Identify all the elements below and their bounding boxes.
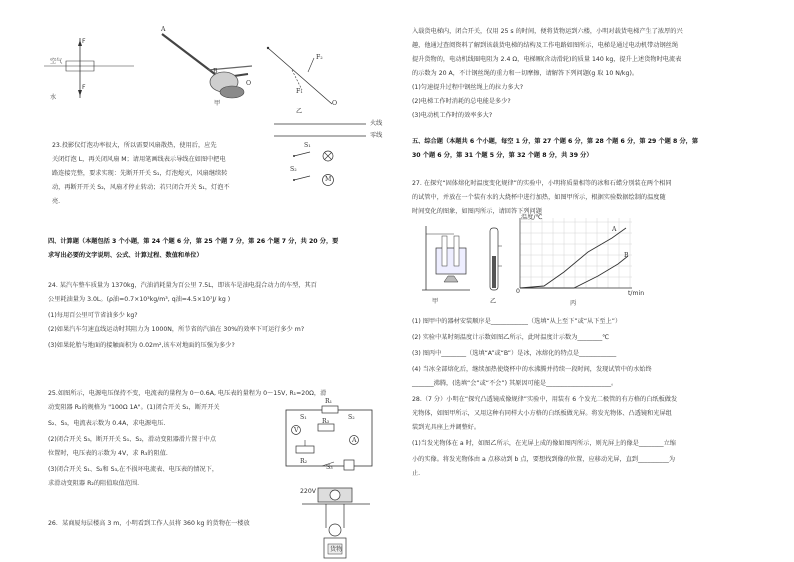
fig-label-f2: F₂: [316, 54, 323, 61]
q24-line-2: 公里耗油量为 3.0L。(ρ油=0.7×10³kg/m³, q油=4.5×10⁷J/ kg ): [48, 296, 231, 303]
q25-line-1: 25.如图所示，电源电压保持不变，电流表的量程为 0～0.6A, 电压表的量程为 0～15V, R₁=20Ω，滑: [48, 390, 327, 397]
section5-line-1: 五、综合题（本题共 6 个小题，每空 1 分，第 27 个题 6 分，第 28 个题 6 分，第 29 个题 8 分，第: [412, 138, 699, 145]
fig-label-o: O: [246, 80, 252, 87]
fig-label-o2: O: [332, 100, 338, 107]
section4-line-2: 求写出必要的文字说明、公式、计算过程、数值和单位）: [48, 252, 203, 259]
q27-line-1: 27. 在探究“固体熔化时温度变化规律”的实验中，小明将质量相等的冰和石蜡分别装在两个相同: [412, 180, 672, 187]
label-s1-top: S₁: [304, 142, 311, 149]
q23-circuit: [270, 118, 383, 198]
label-r3: R₃: [322, 418, 330, 425]
thermometer-figure: [482, 226, 506, 296]
label-lingxian: 零线: [370, 132, 383, 139]
label-cargo: 货物: [330, 546, 343, 553]
q28-line-6: 止.: [412, 470, 421, 477]
q25-line-3: S₂、S₃，电流表示数为 0.4A，求电源电压.: [48, 420, 166, 427]
q26-cont-line-1: 入载货电梯内，闭合开关，仅用 25 s 的时间，便将货物运到六楼，小明对载货电梯产生了浓厚的兴: [412, 28, 683, 35]
q23-line-4: 动，再断开开关 S₂，风扇才停止转动；若只闭合开关 S₁，灯泡不: [52, 184, 230, 191]
q24-line-1: 24. 某汽车整车质量为 1370kg，汽油消耗量为百公里 7.5L，即该车是油电混合动力的车型，其百: [48, 282, 317, 289]
graph-series-a: [520, 228, 626, 288]
q27-item-3: (3) 图丙中________（选填“A”或“B”）是冰，冰熔化的特点是____________: [412, 350, 617, 357]
q28-line-5: 小的实像。将发光物体由 a 点移动到 b 点，要想找到像的位置，应移动光屏，直到__________为: [412, 456, 676, 463]
q25-line-2: 动变阻器 R₂的规格为 "100Ω 1A"。(1)闭合开关 S₁，断开开关: [48, 404, 220, 411]
fig-label-jia: 甲: [214, 100, 221, 107]
fig-label-yi: 乙: [296, 108, 303, 115]
beaker-apparatus: [414, 222, 474, 298]
q24-line-3: (1)每用百公里可节省油多少 kg?: [48, 312, 138, 319]
fig-label-b: B: [213, 68, 218, 75]
label-huoxian: 火线: [370, 120, 383, 127]
q26-item-2: (2)电梯工作时消耗的总电能是多少?: [412, 98, 511, 105]
fig-label-jia-right: 甲: [432, 298, 439, 305]
graph-label-a: A: [612, 226, 617, 233]
pliers-figure: [150, 26, 260, 106]
q27-item-1: (1) 图甲中的器材安装顺序是____________（选填“从上至下”或“从下至上”）: [412, 318, 622, 325]
label-220v: 220V: [300, 488, 317, 495]
label-s1-mid: S₁: [300, 414, 307, 421]
label-m: M: [325, 176, 332, 183]
q26-cont-line-2: 趣，他通过查阅资料了解到该载货电梯的结构及工作电路如图所示，电梯是通过电动机带动钢丝绳: [412, 42, 679, 49]
fig-label-a: A: [161, 26, 166, 33]
q26-cont-line-3: 提升货物的，电动机线圈电阻为 2.4 Ω，电梯厢(含动滑轮)的质量 140 kg，提升上述货物时电流表: [412, 56, 682, 63]
q23-line-3: 路连接完整，要求实现：先断开开关 S₁，灯泡熄灭，风扇继续转: [52, 170, 228, 177]
q28-line-3: 装到光具座上并调整好。: [412, 424, 481, 431]
fig-label-bing: 丙: [570, 300, 577, 307]
q25-line-6: (3)闭合开关 S₁、S₂和 S₃,在不损坏电流表、电压表的情况下，: [48, 466, 219, 473]
label-s3: S₃: [326, 464, 333, 471]
q25-line-7: 求滑动变阻器 R₂的阻值取值范围.: [48, 480, 140, 487]
q28-line-1: 28.（7 分）小明在“探究凸透镜成像规律”实验中，用装有 6 个发光二极管的有方格的白纸板做发: [412, 396, 678, 403]
q23-line-5: 亮.: [52, 198, 61, 205]
q27-line-2: 的试管中，并放在一个装有水的大烧杯中进行加热，如图甲所示，根据实验数据绘制的温度随: [412, 194, 666, 201]
label-r2: R₂: [300, 458, 308, 465]
label-a: A: [352, 437, 357, 444]
fig-label-f-top: F: [82, 38, 86, 45]
q23-line-2: 关闭灯泡 L，再关闭风扇 M；请用笔画线表示导线在如图中把电: [52, 156, 226, 163]
refraction-figure: [44, 28, 144, 108]
temperature-graph: [514, 216, 636, 296]
lever-diagram: [262, 40, 342, 110]
label-r1: R₁: [325, 398, 333, 405]
label-v: V: [294, 427, 299, 434]
q23-line-1: 23.投影仪灯泡功率很大，所以需要风扇散热，使用后，应先: [52, 142, 217, 149]
graph-ylabel: 温度/℃: [521, 214, 543, 221]
label-s2-top: S₂: [290, 166, 297, 173]
q24-line-4: (2)如果汽车匀速直线运动时其阻力为 1000N，所节省的汽油在 30%的效率下可运行多少 m?: [48, 326, 305, 333]
q26-item-1: (1)匀速提升过程中钢丝绳上的拉力多大?: [412, 84, 524, 91]
graph-xlabel: t/min: [628, 290, 645, 297]
q25-line-5: 位置时，电压表的示数为 4V，求 R₃的阻值.: [48, 450, 168, 457]
q24-line-5: (3)如果轮胎与地面的接触面积为 0.02m²,该车对地面的压强为多少?: [48, 342, 235, 349]
fig-label-water: 水: [50, 94, 57, 101]
q28-line-4: (1)当发光物体在 a 时，如图乙所示，在光屏上成的像如图丙所示，则光屏上的像是________立缩: [412, 440, 676, 447]
q27-item-5: _______沸腾，(选填“会”或“不会”) 其原因可能是_____________________。: [412, 380, 618, 387]
q26-line-1: 26．某商厦每层楼高 3 m，小明看到工作人员将 360 kg 的货物在一楼放: [48, 520, 250, 527]
fig-label-air: 空气: [50, 58, 63, 65]
fig-label-f-bottom: F: [82, 84, 86, 91]
graph-series-b: [520, 256, 628, 288]
fig-label-f1: F₁: [296, 88, 303, 95]
fig-label-yi-right: 乙: [490, 298, 497, 305]
graph-zero: 0: [516, 288, 520, 295]
q26-item-3: (3)电动机工作时的效率多大?: [412, 112, 493, 119]
q27-line-3: 时间变化的图象，如图丙所示，请回答下列问题: [412, 208, 542, 215]
q28-line-2: 光物体，如图甲所示，又用这种有同样大小方格的白纸板做光屏。将发光物体、凸透镜和光屏组: [412, 410, 672, 417]
section4-line-1: 四、计算题（本题包括 3 个小题，第 24 个题 6 分，第 25 个题 7 分，第 26 个题 7 分，共 20 分，要: [48, 238, 339, 245]
label-s2-mid: S₂: [348, 414, 355, 421]
q25-line-4: (2)闭合开关 S₃，断开开关 S₁、S₂，滑动变阻器滑片置于中点: [48, 436, 217, 443]
q27-item-2: (2) 实验中某时刻温度计示数如图乙所示，此时温度计示数为________℃: [412, 334, 610, 341]
q26-cont-line-4: 的示数为 20 A，不计钢丝绳的重力和一切摩擦，请解答下列问题(g 取 10 N/kg)。: [412, 70, 639, 77]
section5-line-2: 30 个题 6 分，第 31 个题 5 分，第 32 个题 8 分，共 39 分）: [412, 152, 593, 159]
graph-label-b: B: [624, 252, 629, 259]
q27-item-4: (4) 当冰全部熔化后，继续加热使烧杯中的水沸腾并持续一段时间，发现试管中的水始终: [412, 366, 652, 373]
